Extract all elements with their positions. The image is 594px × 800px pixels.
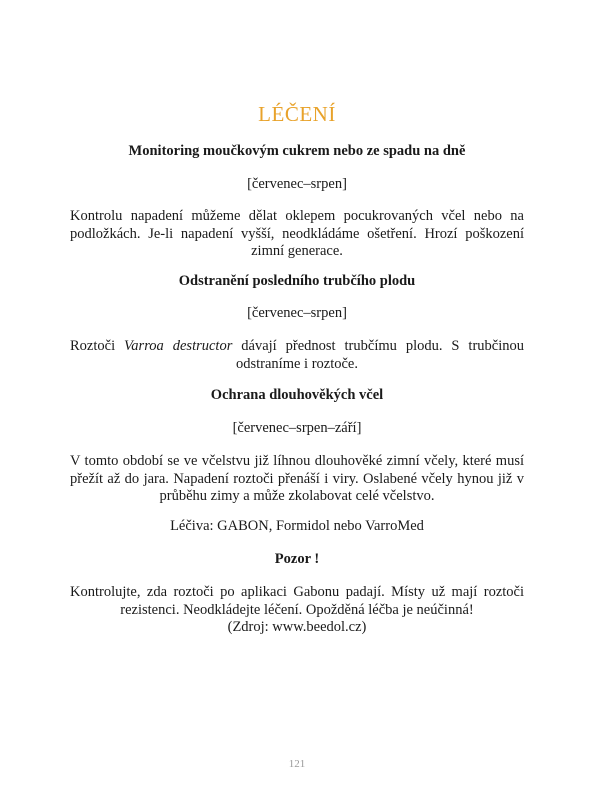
section-3-text: V tomto období se ve včelstvu již líhnou dlouhověké zimní včely, které musí přežít až do jara. Napadení roztoči přenáší i viry. Oslabené včely hynou již v průběhu zimy a může zkolabovat celé včelstvo. xyxy=(70,453,524,504)
section-2-text-start: Roztoči xyxy=(70,338,125,354)
section-3-heading: Ochrana dlouhověkých včel xyxy=(210,387,384,403)
warning-text: Kontrolujte, zda roztoči po aplikaci Gabonu padají. Místy už mají roztoči rezistenci. Neodkládejte léčení. Opožděná léčba je neúčinná! xyxy=(70,584,524,618)
section-3-period: [červenec–srpen–září] xyxy=(232,420,362,436)
section-2-text-species: Varroa destructor xyxy=(124,338,233,354)
section-1-period: [červenec–srpen] xyxy=(247,176,347,192)
section-1-text: Kontrolu napadení můžeme dělat oklepem pocukrovaných včel nebo na podložkách. Je-li napadení vyšší, neodkládáme ošetření. Hrozí poškození zimní generace. xyxy=(70,208,524,259)
section-1-heading: Monitoring moučkovým cukrem nebo ze spadu na dně xyxy=(128,143,466,159)
section-2-text xyxy=(70,338,524,373)
section-2-period: [červenec–srpen] xyxy=(247,305,347,321)
section-2-text-end: dávají přednost trubčímu plodu. S trubčinou odstraníme i roztoče. xyxy=(232,338,524,372)
drugs-line: Léčiva: GABON, Formidol nebo VarroMed xyxy=(170,518,424,534)
page-number: 121 xyxy=(288,758,306,770)
source-line: (Zdroj: www.beedol.cz) xyxy=(227,619,367,635)
warning-heading: Pozor ! xyxy=(274,551,320,567)
page-title: LÉČENÍ xyxy=(258,102,336,126)
section-2-heading: Odstranění posledního trubčího plodu xyxy=(178,273,416,289)
